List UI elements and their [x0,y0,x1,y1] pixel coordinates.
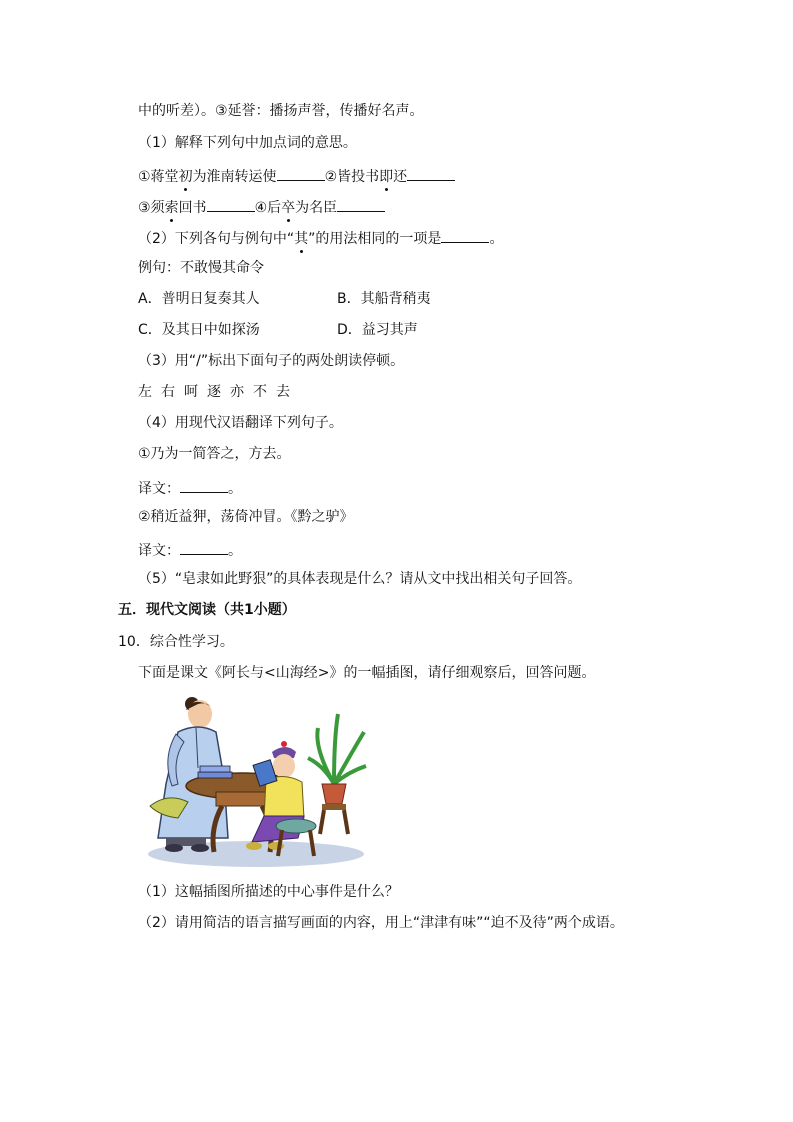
translate-sentence-1: ①乃为一简答之，方去。 [138,446,291,462]
question-3-prompt: （3）用“/”标出下面句子的两处朗读停顿。 [138,353,405,369]
question-1-prompt: （1）解释下列句中加点词的意思。 [138,135,357,151]
textbook-illustration [138,688,370,872]
emphasis-dot-word: 即 [379,169,394,185]
question-4-prompt: （4）用现代汉语翻译下列句子。 [138,415,343,431]
question-1-row-2: ③须索回书 ④后卒为名臣 [138,195,385,218]
question-10-sub-1: （1）这幅插图所描述的中心事件是什么？ [138,884,399,900]
answer-blank[interactable] [277,164,325,181]
example-sentence: 例句：不敢慢其命令 [138,260,264,276]
option-d[interactable]: D．益习其声 [337,322,418,338]
question-5-prompt: （5）“皂隶如此野狠”的具体表现是什么？请从文中找出相关句子回答。 [138,571,582,587]
text-line-yanyu: 中的听差）。③延誉：播扬声誉，传播好名声。 [138,103,424,119]
section-title: 五．现代文阅读（共1小题） [118,602,296,618]
answer-blank[interactable] [207,195,255,212]
question-10-intro: 下面是课文《阿长与<山海经>》的一幅插图，请仔细观察后，回答问题。 [138,665,596,681]
question-1-row-1: ①蒋堂初为淮南转运使 ②皆投书即还 [138,164,455,187]
question-2-prompt: （2）下列各句与例句中“其”的用法相同的一项是 。 [138,226,503,249]
question-10-sub-2: （2）请用简洁的语言描写画面的内容，用上“津津有味”“迫不及待”两个成语。 [138,915,624,931]
emphasis-dot-word: 卒 [281,200,296,216]
translation-row-1: 译文： 。 [138,476,242,499]
answer-blank[interactable] [180,476,228,493]
emphasis-dot-word: 初 [178,169,193,185]
emphasis-dot-word: 索 [164,200,179,216]
translation-row-2: 译文： 。 [138,538,242,561]
option-a[interactable]: A．普明日复奏其人 [138,291,260,307]
answer-blank[interactable] [441,226,489,243]
option-b[interactable]: B．其船背稍夷 [337,291,431,307]
answer-blank[interactable] [180,538,228,555]
potted-plant [308,714,366,834]
option-c[interactable]: C．及其日中如探汤 [138,322,260,338]
answer-blank[interactable] [407,164,455,181]
answer-blank[interactable] [337,195,385,212]
question-10-title: 10．综合性学习。 [118,634,234,650]
pause-sentence: 左右呵逐亦不去 [138,384,299,400]
emphasis-dot-word: 其 [294,231,309,247]
translate-sentence-2: ②稍近益狎，荡倚冲冒。《黔之驴》 [138,509,354,525]
